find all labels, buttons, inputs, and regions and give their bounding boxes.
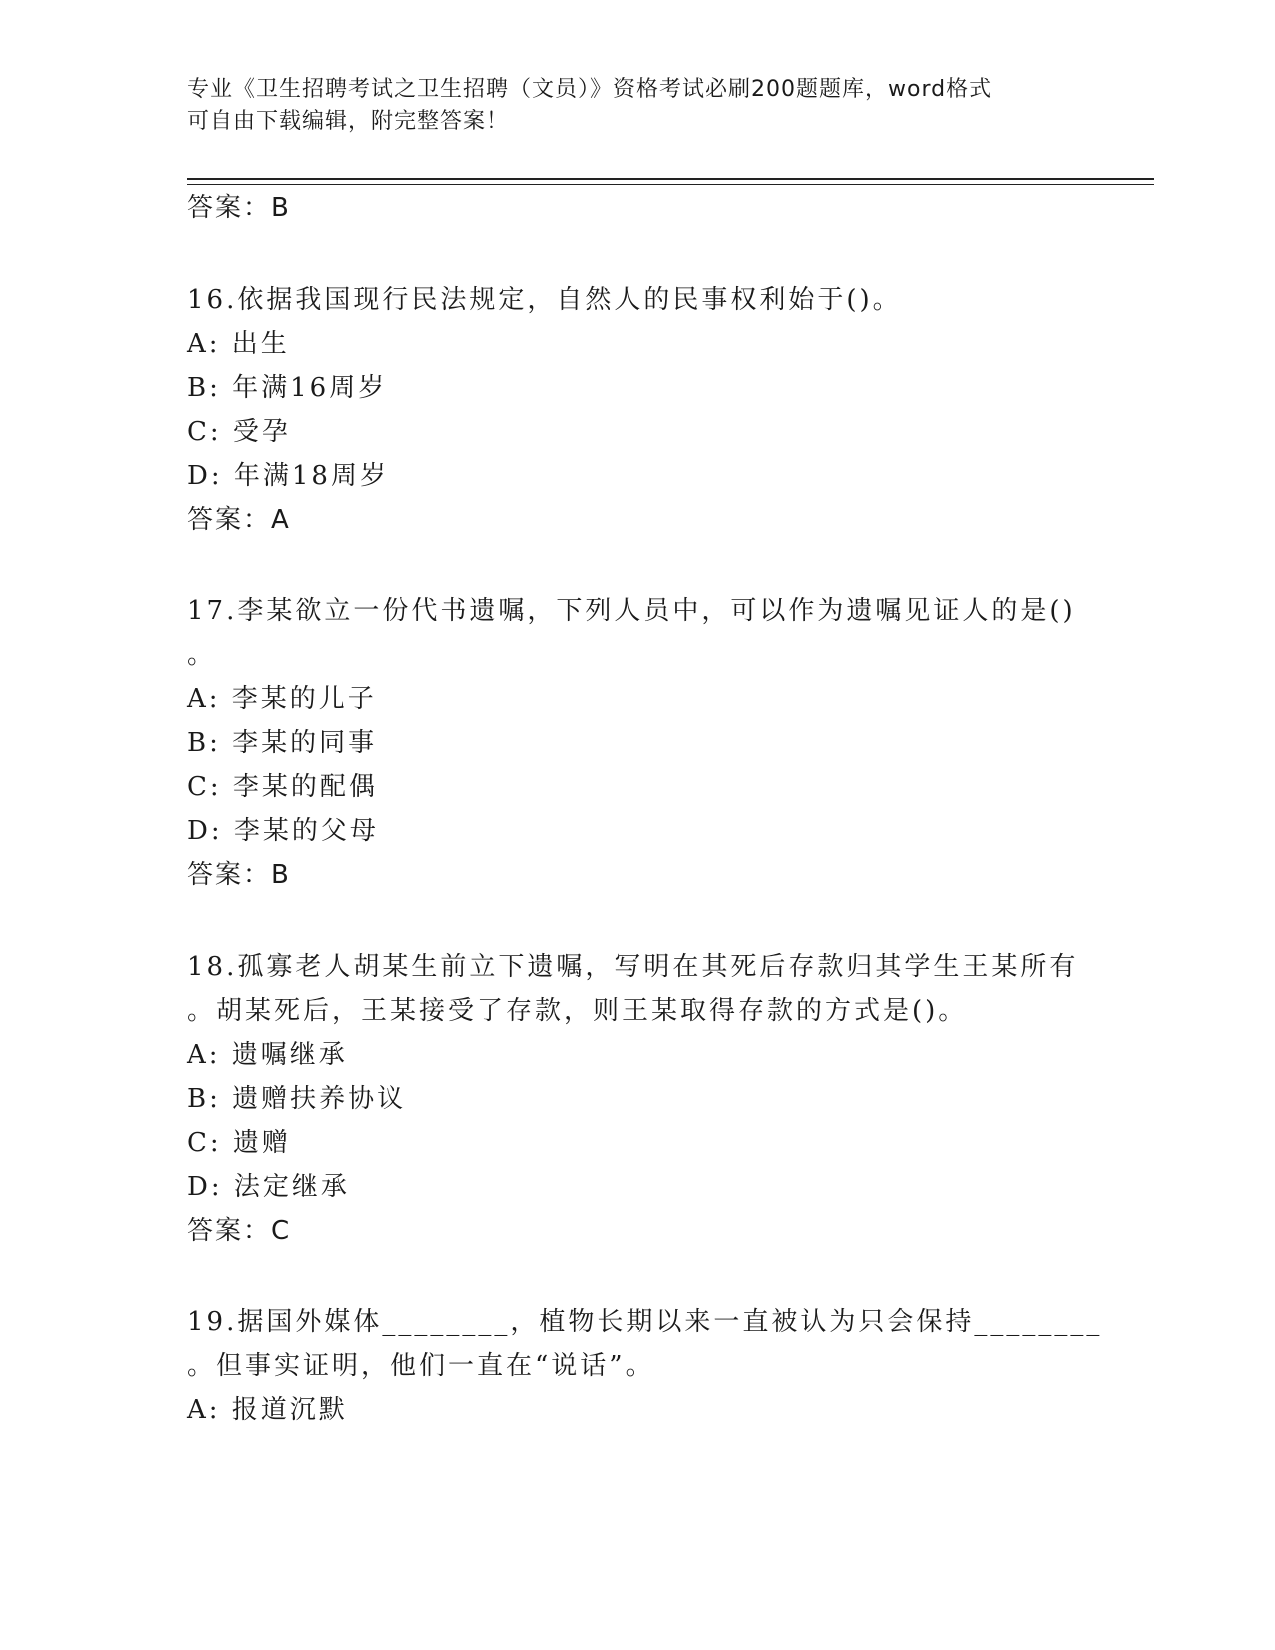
- header-line-2: 可自由下载编辑，附完整答案！: [187, 109, 510, 134]
- question-18-option-a: A: 遗嘱继承: [187, 1040, 348, 1070]
- question-16-stem: 16.依据我国现行民法规定，自然人的民事权利始于()。: [187, 285, 902, 315]
- question-19-stem-cont: 。但事实证明，他们一直在“说话”。: [187, 1351, 655, 1381]
- header-divider: [187, 178, 1154, 180]
- question-17-option-c: C: 李某的配偶: [187, 772, 378, 802]
- question-17-stem-cont: 。: [187, 640, 217, 670]
- header-line-1: 专业《卫生招聘考试之卫生招聘（文员）》资格考试必刷200题题库，word格式: [187, 77, 993, 102]
- question-18-option-c: C: 遗赠: [187, 1128, 291, 1158]
- question-16-option-b: B: 年满16周岁: [187, 373, 388, 403]
- question-18-stem-cont: 。胡某死后，王某接受了存款，则王某取得存款的方式是()。: [187, 996, 968, 1026]
- question-17-answer: 答案：B: [187, 860, 291, 890]
- document-header: [187, 74, 1067, 138]
- header-divider-thin: [187, 184, 1154, 185]
- question-19-stem: 19.据国外媒体________，植物长期以来一直被认为只会保持________: [187, 1307, 1103, 1337]
- question-17-stem: 17.李某欲立一份代书遗嘱，下列人员中，可以作为遗嘱见证人的是(): [187, 596, 1076, 626]
- question-18-answer: 答案：C: [187, 1216, 292, 1246]
- question-17-option-b: B: 李某的同事: [187, 728, 378, 758]
- question-17-option-d: D: 李某的父母: [187, 816, 379, 846]
- question-16-answer: 答案：A: [187, 505, 291, 535]
- question-18-option-d: D: 法定继承: [187, 1172, 350, 1202]
- question-18-stem: 18.孤寡老人胡某生前立下遗嘱，写明在其死后存款归其学生王某所有: [187, 952, 1079, 982]
- answer-15: 答案：B: [187, 193, 291, 223]
- question-16-option-c: C: 受孕: [187, 417, 291, 447]
- question-17-option-a: A: 李某的儿子: [187, 684, 377, 714]
- question-16-option-a: A: 出生: [187, 329, 290, 359]
- question-19-option-a: A: 报道沉默: [187, 1395, 348, 1425]
- question-18-option-b: B: 遗赠扶养协议: [187, 1084, 407, 1114]
- question-16-option-d: D: 年满18周岁: [187, 461, 389, 491]
